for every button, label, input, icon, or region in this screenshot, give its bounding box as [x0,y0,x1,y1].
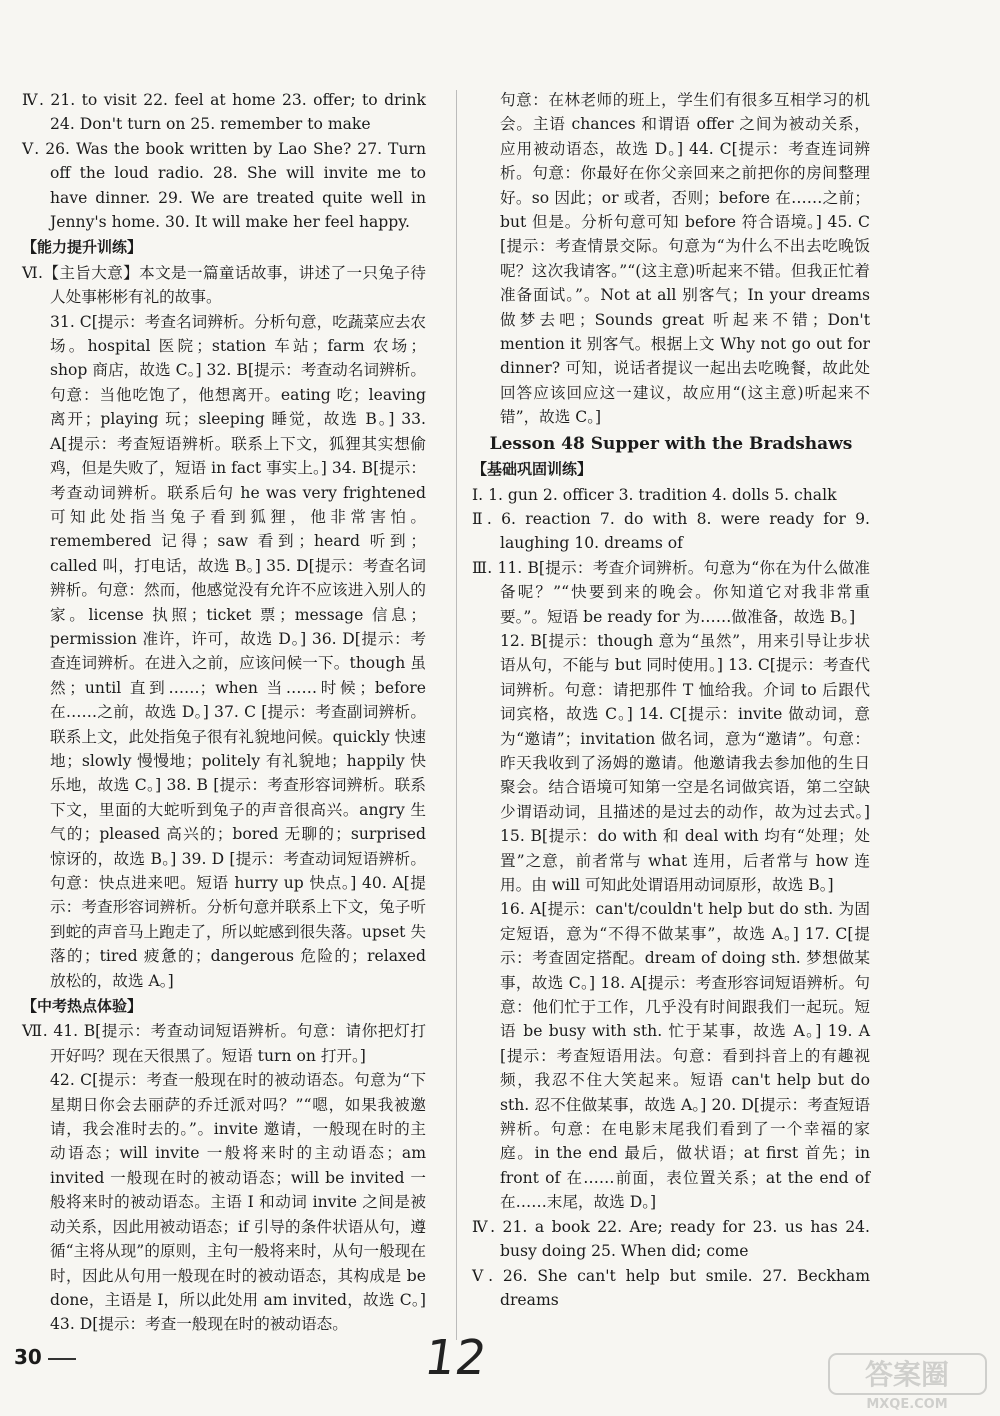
answer-paragraph: 句意：在林老师的班上，学生们有很多互相学习的机会。主语 chances 和谓语 offer 之间为被动关系，应用被动语态，故选 D。] 44. C[提示：考查连词辨析。句意：你最好在你父亲回来之前把你的房间整理好。so 因此；or 或者，否则；before 在……之前；but 但是。分析句意可知 before 符合语境。] 45. C [提示：考查情景交际。句意为“为什么不出去吃晚饭呢？这次我请客。”“(这主意)听起来不错。但我正忙着准备面试。”。Not at all 别客气；In your dreams 做梦去吧；Sounds great 听起来不错；Don't mention it 别客气。根据上文 Why not go out for dinner? 可知，说话者提议一起出去吃晚餐，故此处回答应该回应这一建议，故应用“(这主意)听起来不错”，故选 C。] [500,91,870,427]
answer-paragraph: 31. C[提示：考查名词辨析。分析句意，吃蔬菜应去农场。hospital 医院；station 车站；farm 农场；shop 商店，故选 C。] 32. B[提示：考查动名词辨析。句意：当他吃饱了，他想离开。eating 吃；leaving 离开；playing 玩；sleeping 睡觉，故选 B。] 33. A[提示：考查短语辨析。联系上下文，狐狸其实想偷鸡，但是失败了，短语 in fact 事实上。] 34. B[提示：考查动词辨析。联系后句 he was very frightened 可知此处指当兔子看到狐狸，他非常害怕。remembered 记得；saw 看到；heard 听到；called 叫，打电话，故选 B。] 35. D[提示：考查名词辨析。句意：然而，他感觉没有允许不应该进入别人的家。license 执照；ticket 票；message 信息；permission 准许，许可，故选 D。] 36. D[提示：考查连词辨析。在进入之前，应该问候一下。though 虽然；until 直到……；when 当……时候；before 在……之前，故选 D。] 37. C [提示：考查副词辨析。联系上文，此处指兔子很有礼貌地问候。quickly 快速地；slowly 慢慢地；politely 有礼貌地；happily 快乐地，故选 C。] 38. B [提示：考查形容词辨析。联系下文，里面的大蛇听到兔子的声音很高兴。angry 生气的；pleased 高兴的；bored 无聊的；surprised 惊讶的，故选 B。] 39. D [提示：考查动词短语辨析。句意：快点进来吧。短语 hurry up 快点。] 40. A[提示：考查形容词辨析。分析句意并联系上下文，兔子听到蛇的声音马上跑走了，所以蛇感到很失落。upset 失落的；tired 疲惫的；dangerous 危险的；relaxed 放松的，故选 A。] [50,312,426,990]
lesson-title: Lesson 48 Supper with the Bradshaws [489,433,853,454]
right-column [472,88,870,1312]
page-number: 30 [14,1345,42,1369]
section-heading: 【能力提升训练】 [22,238,143,257]
answer-line: Ⅳ. 21. a book 22. Are; ready for 23. us has 24. busy doing 25. When did; come [472,1217,870,1261]
section-heading: 【基础巩固训练】 [472,460,593,479]
watermark-logo [825,1350,990,1412]
answer-line: Ⅵ.【主旨大意】本文是一篇童话故事，讲述了一只兔子待人处事彬彬有礼的故事。 [22,263,426,307]
answer-paragraph: 12. B[提示：though 意为“虽然”，用来引导让步状语从句，不能与 but 同时使用。] 13. C[提示：考查代词辨析。句意：请把那件 T 恤给我。介词 to 后跟代词宾格，故选 C。] 14. C[提示：invite 做动词，意为“邀请”；invitation 做名词，意为“邀请”。句意：昨天我收到了汤姆的邀请。他邀请我去参加他的生日聚会。结合语境可知第一空是名词做宾语，第二空缺少谓语动词，且描述的是过去的动作，故为过去式。] 15. B[提示：do with 和 deal with 均有“处理；处置”之意，前者常与 what 连用，后者常与 how 连用。由 will 可知此处谓语用动词原形，故选 B。] [500,631,870,894]
column-divider [456,90,457,1340]
answer-line: Ⅴ. 26. She can't help but smile. 27. Beckham dreams [472,1266,870,1309]
answer-line: Ⅰ. 1. gun 2. officer 3. tradition 4. dolls 5. chalk [472,485,837,504]
answer-line: Ⅱ. 6. reaction 7. do with 8. were ready for 9. laughing 10. dreams of [472,509,870,553]
svg-text:答案圈: 答案圈 [864,1358,950,1391]
handwritten-note: 12 [421,1330,491,1386]
left-column [22,88,426,1337]
page-number-rule [48,1358,76,1360]
answer-line: Ⅶ. 41. B[提示：考查动词短语辨析。句意：请你把灯打开好吗？现在天很黑了。短语 turn on 打开。] [22,1022,426,1065]
answer-line: Ⅴ. 26. Was the book written by Lao She? 27. Turn off the loud radio. 28. She will invite me to have dinner. 29. We are treated quite well in Jenny's home. 30. It will make her feel happy. [22,139,426,232]
answer-paragraph: 16. A[提示：can't/couldn't help but do sth. 为固定短语，意为“不得不做某事”，故选 A。] 17. C[提示：考查固定搭配。dream of doing sth. 梦想做某事，故选 C。] 18. A[提示：考查形容词短语辨析。句意：他们忙于工作，几乎没有时间跟我们一起玩。短语 be busy with sth. 忙于某事，故选 A。] 19. A [提示：考查短语用法。句意：看到抖音上的有趣视频，我忍不住大笑起来。短语 can't help but do sth. 忍不住做某事，故选 A。] 20. D[提示：考查短语辨析。句意：在电影末尾我们看到了一个幸福的家庭。in the end 最后，做状语；at first 首先；in front of 在……前面，表位置关系；at the end of 在……末尾，故选 D。] [500,900,870,1212]
section-heading: 【中考热点体验】 [22,997,143,1016]
answer-line: Ⅲ. 11. B[提示：考查介词辨析。句意为“你在为什么做准备呢？”“快要到来的晚会。你知道它对我非常重要。”。短语 be ready for 为……做准备，故选 B。] [472,558,870,626]
svg-text:MXQE.COM: MXQE.COM [866,1397,948,1412]
answer-line: Ⅳ. 21. to visit 22. feel at home 23. offer; to drink 24. Don't turn on 25. remember to make [22,91,426,134]
answer-paragraph: 42. C[提示：考查一般现在时的被动语态。句意为“下星期日你会去丽萨的乔迁派对吗？”“嗯，如果我被邀请，我会准时去的。”。invite 邀请，一般现在时的主动语态；will invite 一般将来时的主动语态；am invited 一般现在时的被动语态；will be invited 一般将来时的被动语态。主语 I 和动词 invite 之间是被动关系，因此用被动语态；if 引导的条件状语从句，遵循“主将从现”的原则，主句一般将来时，从句一般现在时，因此从句用一般现在时的被动语态，其构成是 be done，主语是 I，所以此处用 am invited，故选 C。] 43. D[提示：考查一般现在时的被动语态。 [50,1071,426,1334]
